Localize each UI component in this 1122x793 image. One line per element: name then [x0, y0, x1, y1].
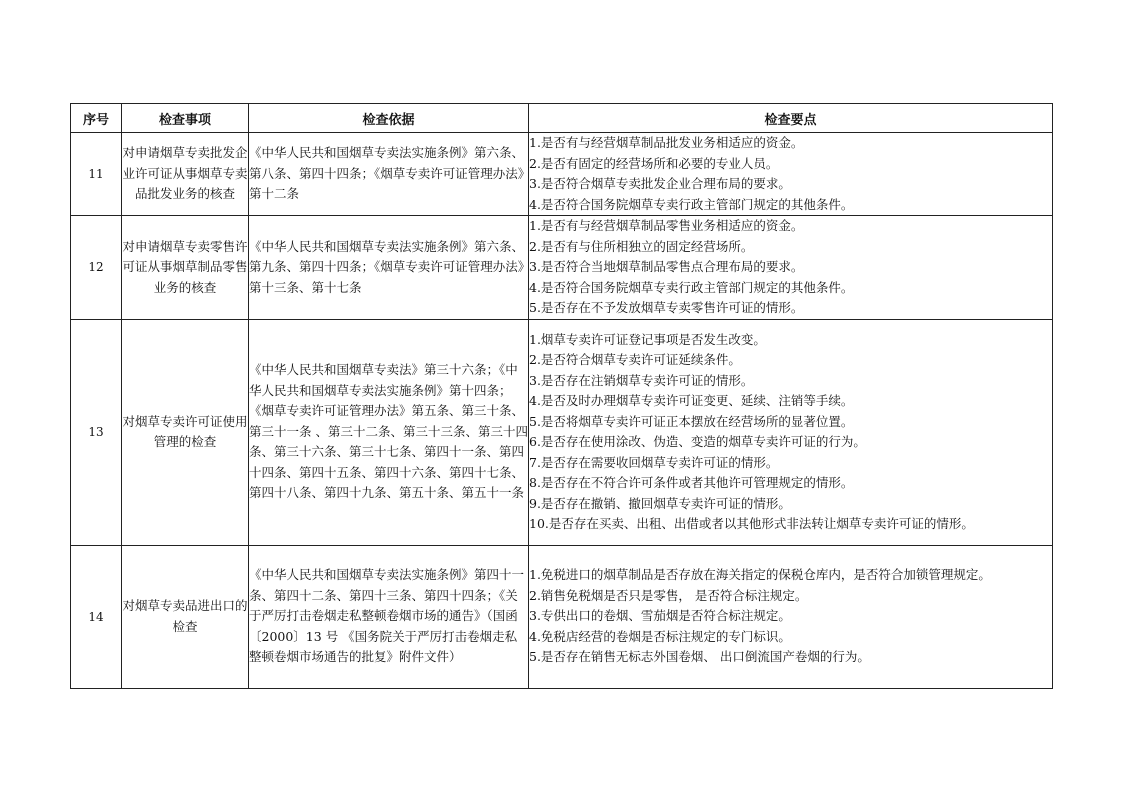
point-item: 1.烟草专卖许可证登记事项是否发生改变。	[529, 331, 766, 347]
point-item: 4.是否符合国务院烟草专卖行政主管部门规定的其他条件。	[529, 196, 854, 212]
row-number: 12	[71, 216, 122, 320]
point-item: 2.是否有与住所相独立的固定经营场所。	[529, 238, 754, 254]
point-item: 1.是否有与经营烟草制品批发业务相适应的资金。	[529, 135, 804, 150]
header-inspection-points: 检查要点	[529, 104, 1053, 133]
inspection-table	[70, 103, 1053, 689]
point-item: 1.免税进口的烟草制品是否存放在海关指定的保税仓库内，是否符合加锁管理规定。	[529, 567, 991, 583]
table-header-row	[71, 104, 1053, 133]
row-number: 11	[71, 133, 122, 216]
point-item: 2.销售免税烟是否只是零售， 是否符合标注规定。	[529, 587, 808, 603]
point-item: 5.是否存在销售无标志外国卷烟、 出口倒流国产卷烟的行为。	[529, 649, 870, 665]
row-points	[529, 133, 1053, 216]
row-basis: 《中华人民共和国烟草专卖法实施条例》第六条、第九条、第四十四条；《烟草专卖许可证管理办法》第十三条、第十七条	[249, 216, 529, 320]
point-item: 3.是否存在注销烟草专卖许可证的情形。	[529, 372, 754, 388]
point-item: 2.是否有固定的经营场所和必要的专业人员。	[529, 155, 779, 171]
point-item: 9.是否存在撤销、撤回烟草专卖许可证的情形。	[529, 495, 791, 511]
point-item: 4.免税店经营的卷烟是否标注规定的专门标识。	[529, 628, 791, 644]
table-row	[71, 133, 1053, 216]
header-inspection-item: 检查事项	[122, 104, 249, 133]
table-row	[71, 319, 1053, 545]
point-item: 3.是否符合烟草专卖批发企业合理布局的要求。	[529, 176, 791, 191]
row-item: 对申请烟草专卖零售许可证从事烟草制品零售业务的核查	[122, 216, 249, 320]
row-item: 对烟草专卖品进出口的检查	[122, 545, 249, 688]
header-serial-number: 序号	[71, 104, 122, 133]
point-item: 5.是否将烟草专卖许可证正本摆放在经营场所的显著位置。	[529, 413, 854, 429]
point-item: 4.是否及时办理烟草专卖许可证变更、延续、注销等手续。	[529, 393, 854, 408]
row-number: 14	[71, 545, 122, 688]
point-item: 7.是否存在需要收回烟草专卖许可证的情形。	[529, 454, 779, 470]
point-item: 8.是否存在不符合许可条件或者其他许可管理规定的情形。	[529, 475, 854, 490]
header-inspection-basis: 检查依据	[249, 104, 529, 133]
point-item: 3.专供出口的卷烟、雪茄烟是否符合标注规定。	[529, 608, 791, 624]
table-row	[71, 545, 1053, 688]
point-item: 3.是否符合当地烟草制品零售点合理布局的要求。	[529, 259, 804, 274]
row-points	[529, 216, 1053, 320]
row-basis: 《中华人民共和国烟草专卖法》第三十六条；《中华人民共和国烟草专卖法实施条例》第十四条；《烟草专卖许可证管理办法》第五条、第三十条、第三十一条 、第三十二条、第三十三条、第三十四条、第三十六条、第三十七条、第四十一条、第四十四条、第四十五条、第四十六条、第四十七条、第四十八条、第四十九条、第五十条、第五十一条	[249, 319, 529, 545]
row-number: 13	[71, 319, 122, 545]
row-points	[529, 319, 1053, 545]
row-basis: 《中华人民共和国烟草专卖法实施条例》第六条、第八条、第四十四条；《烟草专卖许可证管理办法》第十二条	[249, 133, 529, 216]
point-item: 4.是否符合国务院烟草专卖行政主管部门规定的其他条件。	[529, 279, 854, 295]
point-item: 5.是否存在不予发放烟草专卖零售许可证的情形。	[529, 300, 804, 315]
point-item: 1.是否有与经营烟草制品零售业务相适应的资金。	[529, 218, 804, 233]
row-basis: 《中华人民共和国烟草专卖法实施条例》第四十一条、第四十二条、第四十三条、第四十四条；《关于严厉打击卷烟走私整顿卷烟市场的通告》（国函〔2000〕13 号 《国务院关于严厉打击卷烟走私整顿卷烟市场通告的批复》附件文件）	[249, 545, 529, 688]
row-item: 对烟草专卖许可证使用管理的检查	[122, 319, 249, 545]
point-item: 2.是否符合烟草专卖许可证延续条件。	[529, 352, 741, 367]
table-row	[71, 216, 1053, 320]
point-item: 6.是否存在使用涂改、伪造、变造的烟草专卖许可证的行为。	[529, 434, 866, 449]
row-points	[529, 545, 1053, 688]
point-item: 10.是否存在买卖、出租、出借或者以其他形式非法转让烟草专卖许可证的情形。	[529, 516, 974, 531]
row-item: 对申请烟草专卖批发企业许可证从事烟草专卖品批发业务的核查	[122, 133, 249, 216]
